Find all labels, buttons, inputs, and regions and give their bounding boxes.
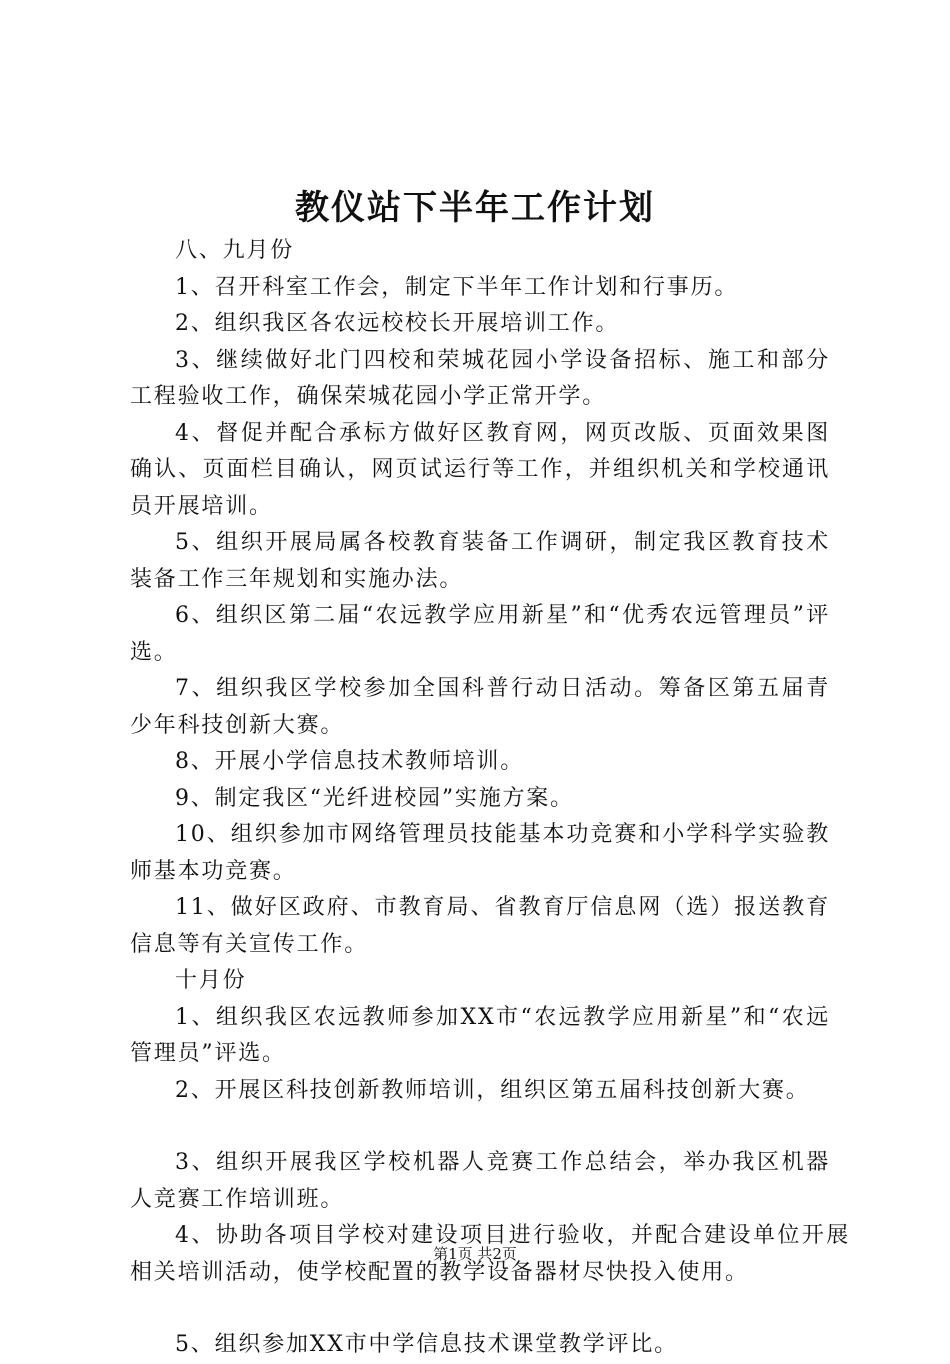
plan-item: 2、组织我区各农远校校长开展培训工作。 (175, 311, 620, 336)
plan-item: 7、组织我区学校参加全国科普行动日活动。筹备区第五届青少年科技创新大赛。 (130, 676, 830, 738)
plan-item: 1、组织我区农远教师参加XX市“农远教学应用新星”和“农远管理员”评选。 (130, 1004, 830, 1066)
plan-item: 5、组织开展局属各校教育装备工作调研，制定我区教育技术装备工作三年规划和实施办法。 (130, 530, 830, 592)
plan-item: 11、做好区政府、市教育局、省教育厅信息网（选）报送教育信息等有关宣传工作。 (130, 895, 830, 957)
plan-item: 6、组织区第二届“农远教学应用新星”和“优秀农远管理员”评选。 (130, 603, 830, 665)
plan-item: 3、组织开展我区学校机器人竞赛工作总结会，举办我区机器人竞赛工作培训班。 (130, 1150, 830, 1212)
plan-item: 3、继续做好北门四校和荣城花园小学设备招标、施工和部分工程验收工作，确保荣城花园小学正常开学。 (130, 347, 830, 409)
document-title: 教仪站下半年工作计划 (295, 188, 655, 228)
plan-item: 4、协助各项目学校对建设项目进行验收，并配合建设单位开展相关培训活动，使学校配置的教学设备器材尽快投入使用。 (130, 1223, 850, 1285)
document-body (130, 233, 850, 1364)
plan-item: 10、组织参加市网络管理员技能基本功竞赛和小学科学实验教师基本功竞赛。 (130, 822, 830, 884)
plan-item: 5、组织参加XX市中学信息技术课堂教学评比。 (175, 1332, 678, 1357)
section-heading-aug-sep: 八、九月份 (175, 238, 295, 263)
plan-item: 1、召开科室工作会，制定下半年工作计划和行事历。 (175, 274, 739, 300)
section-heading-october: 十月份 (175, 968, 247, 993)
page-indicator: 第1页 共2页 (433, 1245, 517, 1263)
plan-item: 4、督促并配合承标方做好区教育网，网页改版、页面效果图确认、页面栏目确认，网页试运行等工作，并组织机关和学校通讯员开展培训。 (130, 420, 830, 519)
plan-item: 9、制定我区“光纤进校园”实施方案。 (175, 785, 574, 811)
plan-item: 8、开展小学信息技术教师培训。 (175, 749, 524, 774)
plan-item: 2、开展区科技创新教师培训，组织区第五届科技创新大赛。 (175, 1077, 810, 1103)
